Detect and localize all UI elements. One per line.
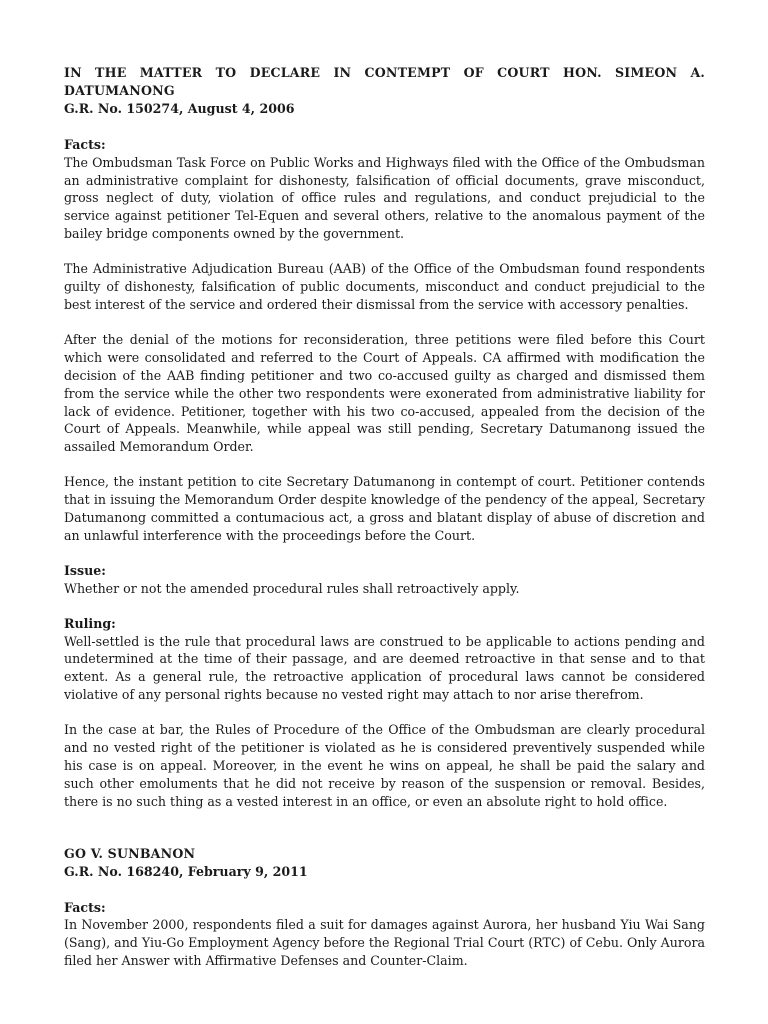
- facts-paragraph: The Administrative Adjudication Bureau (AAB) of the Office of the Ombudsman found respondents guilty of dishonesty, falsification of public documents, misconduct and conduct prejudicial to the best interest of the service and ordered their dismissal from the service with accessory penalties.: [64, 261, 705, 312]
- case-digest-go-v-sunbanon: [64, 845, 705, 970]
- facts-paragraph: The Ombudsman Task Force on Public Works and Highways filed with the Office of the Ombudsman an administrative complaint for dishonesty, falsification of official documents, grave misconduct, gross neglect of duty, violation of office rules and regulations, and conduct prejudicial to the service against petitioner Tel-Equen and several others, relative to the anomalous payment of the bailey bridge components owned by the government.: [64, 154, 705, 242]
- document-page: [64, 64, 705, 970]
- ruling-paragraph: Well-settled is the rule that procedural laws are construed to be applicable to actions pending and undetermined at the time of their passage, and are deemed retroactive in that sense and to that extent. As a general rule, the retroactive application of procedural laws cannot be considered violative of any personal rights because no vested right may attach to nor arise therefrom.: [64, 633, 705, 703]
- case-citation: G.R. No. 168240, February 9, 2011: [64, 863, 308, 879]
- case-citation: G.R. No. 150274, August 4, 2006: [64, 100, 295, 116]
- issue-heading: Issue:: [64, 562, 106, 578]
- ruling-heading: Ruling:: [64, 615, 116, 631]
- case-title: GO V. SUNBANON: [64, 845, 196, 861]
- ruling-paragraph: In the case at bar, the Rules of Procedure of the Office of the Ombudsman are clearly procedural and no vested right of the petitioner is violated as he is considered preventively suspended while his case is on appeal. Moreover, in the event he wins on appeal, he shall be paid the salary and such other emoluments that he did not receive by reason of the suspension or removal. Besides, there is no such thing as a vested interest in an office, or even an absolute right to hold office.: [64, 722, 705, 809]
- facts-paragraph: Hence, the instant petition to cite Secretary Datumanong in contempt of court. Petitioner contends that in issuing the Memorandum Order despite knowledge of the pendency of the appeal, Secretary Datumanong committed a contumacious act, a gross and blatant display of abuse of discretion and an unlawful interference with the proceedings before the Court.: [64, 474, 705, 543]
- case-digest-datumanong: [64, 64, 705, 811]
- facts-heading: Facts:: [64, 899, 106, 915]
- issue-text: Whether or not the amended procedural rules shall retroactively apply.: [64, 580, 520, 596]
- case-title: IN THE MATTER TO DECLARE IN CONTEMPT OF COURT HON. SIMEON A. DATUMANONG: [64, 65, 705, 98]
- facts-paragraph: After the denial of the motions for reconsideration, three petitions were filed before this Court which were consolidated and referred to the Court of Appeals. CA affirmed with modification the decision of the AAB finding petitioner and two co-accused guilty as charged and dismissed them from the service while the other two respondents were exonerated from administrative liability for lack of evidence. Petitioner, together with his two co-accused, appealed from the decision of the Court of Appeals. Meanwhile, while appeal was still pending, Secretary Datumanong issued the assailed Memorandum Order.: [64, 331, 705, 455]
- facts-heading: Facts:: [64, 136, 106, 152]
- facts-paragraph: In November 2000, respondents filed a suit for damages against Aurora, her husband Yiu Wai Sang (Sang), and Yiu-Go Employment Agency before the Regional Trial Court (RTC) of Cebu. Only Aurora filed her Answer with Affirmative Defenses and Counter-Claim.: [64, 917, 705, 969]
